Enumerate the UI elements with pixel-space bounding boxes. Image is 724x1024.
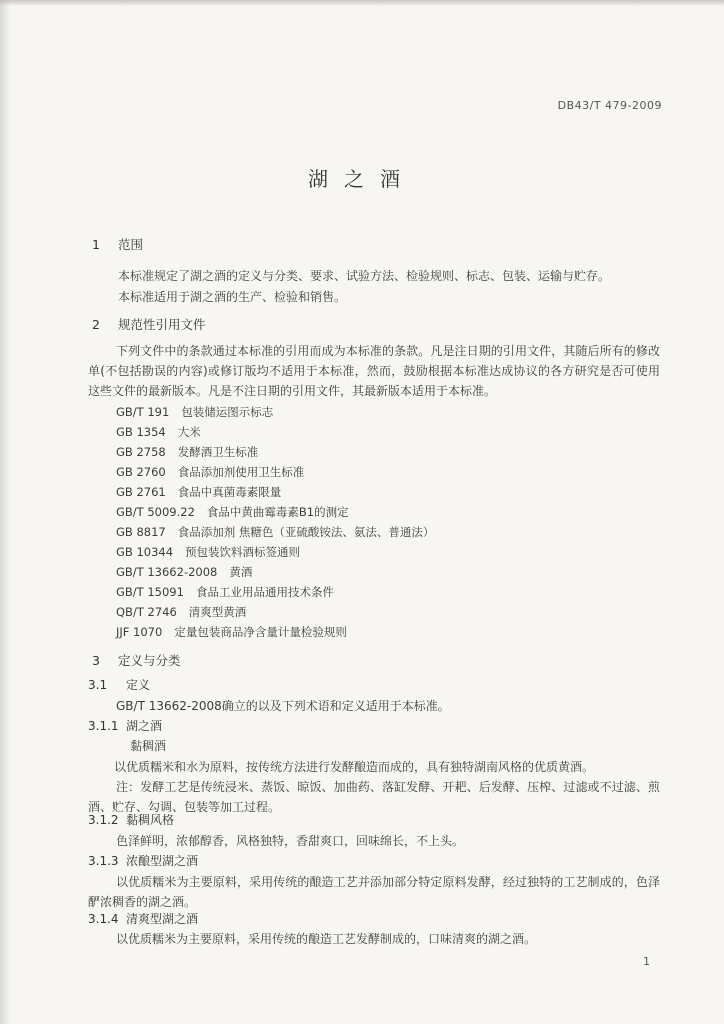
scope-line-2: 本标准适用于湖之酒的生产、检验和销售。 [118, 290, 347, 304]
reference-name: 食品中真菌毒素限量 [177, 485, 282, 499]
subsection-3-1-4-heading [88, 910, 198, 927]
document-title: 湖之酒 [308, 167, 416, 191]
reference-code: GB 2760 [116, 465, 166, 479]
reference-item [116, 564, 252, 580]
thick-type-definition: 以优质糯米为主要原料，采用传统的酿造工艺并添加部分特定原料发酵，经过独特的工艺制成的，色泽酽浓稠香的湖之酒。 [88, 875, 660, 909]
reference-name: 食品工业用品通用技术条件 [195, 585, 334, 599]
scan-binding-shadow [0, 0, 10, 1024]
subsection-3-1-heading [88, 676, 150, 693]
reference-code: JJF 1070 [116, 625, 163, 639]
section-number: 1 [92, 237, 100, 252]
reference-item [116, 624, 347, 640]
reference-code: GB/T 5009.22 [116, 505, 195, 519]
reference-name: 食品中黄曲霉毒素B1的测定 [206, 505, 349, 519]
reference-code: GB/T 15091 [116, 585, 184, 599]
subsection-3-1-1-heading [88, 717, 162, 734]
references-intro: 下列文件中的条款通过本标准的引用而成为本标准的条款。凡是注日期的引用文件，其随后所有的修改单(不包括勘误的内容)或修订版均不适用于本标准，然而，鼓励根据本标准达成协议的各方研究是否可使用这些文件的最新版本。凡是不注日期的引用文件，其最新版本适用于本标准。 [88, 344, 660, 398]
reference-name: 食品添加剂 焦糖色（亚硫酸铵法、氨法、普通法） [177, 525, 435, 539]
reference-name: 黄酒 [229, 565, 253, 579]
style-description: 色泽鲜明，浓郁醇香，风格独特，香甜爽口，回味绵长，不上头。 [116, 834, 465, 848]
reference-name: 预包装饮料酒标签通则 [185, 545, 301, 559]
term-alias: 黏稠酒 [130, 739, 167, 753]
section-title: 范围 [118, 237, 144, 252]
reference-item [116, 604, 246, 620]
reference-name: 大米 [177, 425, 201, 439]
subsection-title: 清爽型湖之酒 [126, 912, 199, 926]
subsection-title: 定义 [126, 678, 151, 692]
reference-item [116, 584, 334, 600]
reference-name: 发酵酒卫生标准 [177, 445, 259, 459]
scan-edge-shadow [0, 0, 724, 6]
reference-item [116, 504, 349, 520]
subsection-3-1-3-heading [88, 852, 198, 869]
subsection-number: 3.1.2 [88, 813, 119, 827]
section-number: 3 [92, 653, 100, 668]
reference-code: GB 8817 [116, 525, 166, 539]
reference-item [116, 404, 273, 420]
section-number: 2 [92, 317, 100, 332]
reference-code: GB 2758 [116, 445, 166, 459]
subsection-3-1-2-heading [88, 811, 174, 828]
scope-line-1: 本标准规定了湖之酒的定义与分类、要求、试验方法、检验规则、标志、包装、运输与贮存。 [118, 269, 611, 283]
section-title: 规范性引用文件 [118, 317, 206, 332]
reference-code: GB/T 191 [116, 405, 170, 419]
section-2-heading [92, 315, 206, 333]
subsection-number: 3.1.4 [88, 912, 119, 926]
reference-code: GB 10344 [116, 545, 174, 559]
page-number: 1 [643, 955, 650, 968]
reference-item [116, 484, 281, 500]
reference-item [116, 544, 300, 560]
subsection-number: 3.1.1 [88, 719, 119, 733]
term-definition: 以优质糯米和水为原料，按传统方法进行发酵酿造而成的，具有独特湖南风格的优质黄酒。 [114, 760, 595, 774]
subsection-title: 湖之酒 [126, 719, 163, 733]
reference-code: QB/T 2746 [116, 605, 177, 619]
light-type-definition: 以优质糯米为主要原料，采用传统的酿造工艺发酵制成的，口味清爽的湖之酒。 [116, 932, 537, 946]
section-3-heading [92, 651, 181, 669]
term-note: 注：发酵工艺是传统浸米、蒸饭、晾饭、加曲药、落缸发酵、开耙、后发酵、压榨、过滤或不过滤、煎酒、贮存、勾调、包装等加工过程。 [88, 780, 660, 814]
reference-item [116, 444, 258, 460]
reference-name: 包装储运图示标志 [181, 405, 274, 419]
subsection-number: 3.1 [88, 678, 108, 692]
reference-code: GB 2761 [116, 485, 166, 499]
reference-item [116, 424, 201, 440]
definition-intro: GB/T 13662-2008确立的以及下列术语和定义适用于本标准。 [116, 699, 450, 713]
subsection-title: 黏稠风格 [126, 813, 175, 827]
reference-name: 定量包装商品净含量计量检验规则 [174, 625, 347, 639]
section-title: 定义与分类 [118, 653, 181, 668]
subsection-number: 3.1.3 [88, 854, 119, 868]
reference-item [116, 464, 304, 480]
reference-name: 食品添加剂使用卫生标准 [177, 465, 305, 479]
reference-item [116, 524, 434, 540]
reference-name: 清爽型黄酒 [188, 605, 247, 619]
document-number: DB43/T 479-2009 [557, 99, 662, 112]
subsection-title: 浓酿型湖之酒 [126, 854, 199, 868]
reference-code: GB 1354 [116, 425, 166, 439]
section-1-heading [92, 235, 143, 253]
reference-code: GB/T 13662-2008 [116, 565, 218, 579]
